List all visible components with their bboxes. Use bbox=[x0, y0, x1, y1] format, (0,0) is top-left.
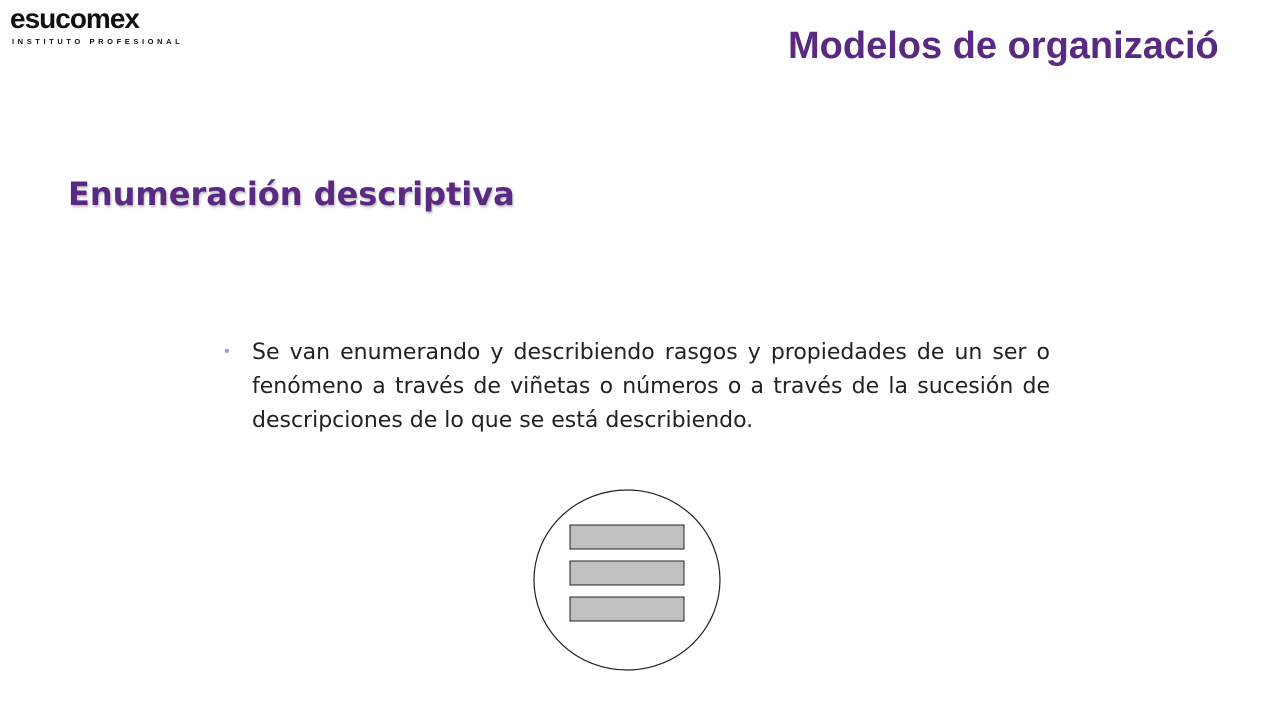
list-bar-2 bbox=[570, 561, 684, 585]
enumeration-list-icon bbox=[532, 488, 722, 672]
logo-tagline: INSTITUTO PROFESIONAL bbox=[12, 37, 184, 46]
bullet-icon: • bbox=[224, 343, 230, 360]
section-title: Enumeración descriptiva bbox=[68, 175, 515, 213]
page-title: Modelos de organizació bbox=[788, 25, 1219, 67]
bullet-text: Se van enumerando y describiendo rasgos y propiedades de un ser o fenómeno a través de viñetas o números o a través de la sucesión de descripciones de lo que se está describiendo. bbox=[252, 340, 1050, 433]
bullet-list bbox=[224, 336, 1050, 438]
list-bar-1 bbox=[570, 525, 684, 549]
list-bar-3 bbox=[570, 597, 684, 621]
brand-logo bbox=[10, 4, 200, 48]
logo-wordmark: esucomex bbox=[10, 3, 139, 34]
